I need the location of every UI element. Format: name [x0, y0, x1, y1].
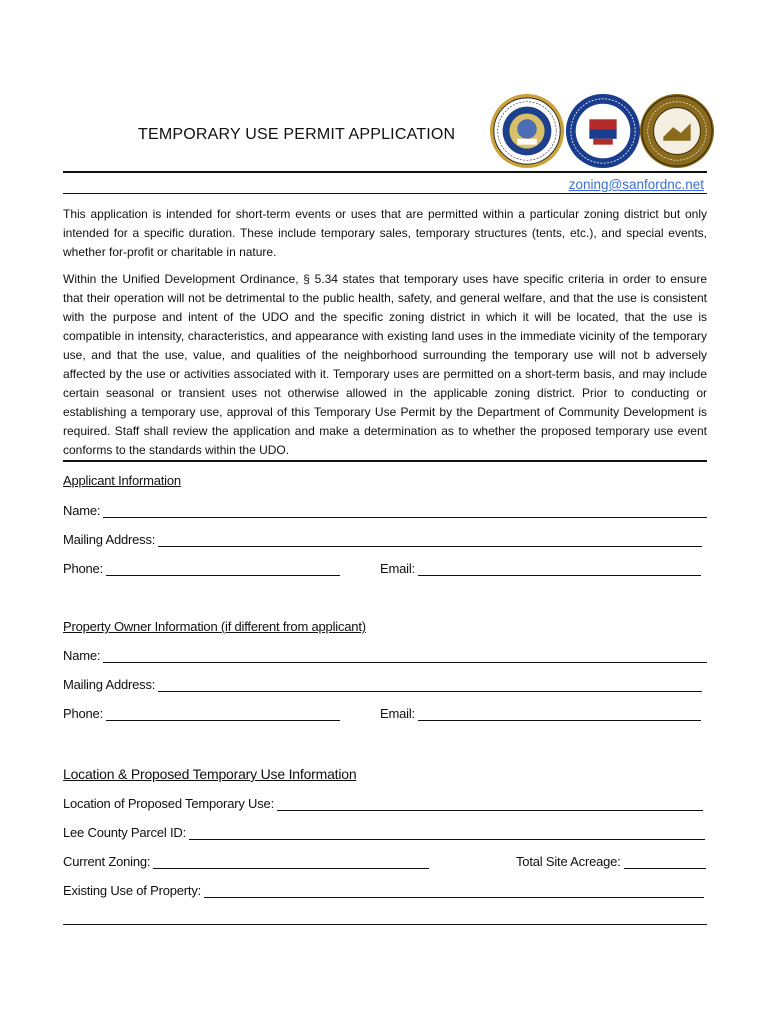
contact-email-link[interactable]: zoning@sanfordnc.net [568, 177, 704, 192]
owner-section-heading: Property Owner Information (if different from applicant) [63, 619, 366, 634]
owner-mailing-input[interactable] [158, 679, 702, 692]
header-divider [63, 171, 707, 173]
existing-use-input[interactable] [204, 885, 704, 898]
page-title: TEMPORARY USE PERMIT APPLICATION [138, 126, 456, 143]
applicant-section-heading: Applicant Information [63, 473, 181, 488]
intro-paragraph: This application is intended for short-term events or uses that are permitted within a particular zoning district but only intended for a specific duration. These include temporary sales, temporary structures (tents, etc.), and special events, whether for-profit or charitable in nature. [63, 207, 707, 259]
intro-divider [63, 460, 707, 462]
owner-phone-label: Phone: [63, 706, 104, 721]
site-acreage-input[interactable] [624, 856, 706, 869]
applicant-name-field[interactable] [63, 503, 707, 518]
municipal-seals [484, 92, 714, 172]
applicant-name-label: Name: [63, 503, 101, 518]
email-divider [63, 193, 707, 194]
applicant-email-field[interactable] [380, 561, 701, 576]
owner-phone-field[interactable] [63, 706, 340, 721]
owner-email-input[interactable] [418, 708, 701, 721]
location-input[interactable] [277, 798, 703, 811]
current-zoning-label: Current Zoning: [63, 854, 151, 869]
owner-name-label: Name: [63, 648, 101, 663]
owner-name-input[interactable] [103, 650, 707, 663]
location-label: Location of Proposed Temporary Use: [63, 796, 274, 811]
parcel-id-label: Lee County Parcel ID: [63, 825, 186, 840]
applicant-mailing-field[interactable] [63, 532, 702, 547]
applicant-phone-label: Phone: [63, 561, 104, 576]
applicant-name-input[interactable] [103, 505, 707, 518]
applicant-phone-input[interactable] [106, 563, 340, 576]
applicant-phone-field[interactable] [63, 561, 340, 576]
current-zoning-field[interactable] [63, 854, 429, 869]
applicant-email-label: Email: [380, 561, 415, 576]
owner-email-label: Email: [380, 706, 415, 721]
owner-phone-input[interactable] [106, 708, 340, 721]
location-section-heading: Location & Proposed Temporary Use Information [63, 766, 357, 782]
location-field[interactable] [63, 796, 703, 811]
current-zoning-input[interactable] [153, 856, 429, 869]
existing-use-label: Existing Use of Property: [63, 883, 202, 898]
site-acreage-label: Total Site Acreage: [516, 854, 621, 869]
owner-mailing-field[interactable] [63, 677, 702, 692]
town-of-broadway-seal-icon [638, 92, 716, 170]
existing-use-field[interactable] [63, 883, 704, 898]
udo-paragraph: Within the Unified Development Ordinance, § 5.34 states that temporary uses have specific criteria in order to ensure that their operation will not be detrimental to the public health, safety, and general welfare, and that the use is consistent with the purpose and intent of the UDO and the specific zoning district in which it will be located, that the use is compatible in intensity, characteristics, and appearance with existing land uses in the immediate vicinity of the temporary use, and that the use, value, and qualities of the neighborhood surrounding the temporary use will not b adversely affected by the use or activities associated with it. Temporary uses are permitted on a short-term basis, and may include certain seasonal or transient uses not otherwise allowed in the applicable zoning district. Prior to conducting or establishing a temporary use, approval of this Temporary Use Permit by the Department of Community Development is required. Staff shall review the application and make a determination as to whether the proposed temporary use event conforms to the standards within the UDO. [63, 272, 707, 457]
parcel-id-input[interactable] [189, 827, 705, 840]
existing-use-continuation-line[interactable] [63, 924, 707, 925]
applicant-email-input[interactable] [418, 563, 701, 576]
site-acreage-field[interactable] [516, 854, 706, 869]
city-of-sanford-seal-icon [488, 92, 566, 170]
owner-name-field[interactable] [63, 648, 707, 663]
lee-county-seal-icon [564, 92, 642, 170]
owner-email-field[interactable] [380, 706, 701, 721]
parcel-id-field[interactable] [63, 825, 705, 840]
applicant-mailing-input[interactable] [158, 534, 702, 547]
owner-mailing-label: Mailing Address: [63, 677, 156, 692]
applicant-mailing-label: Mailing Address: [63, 532, 156, 547]
